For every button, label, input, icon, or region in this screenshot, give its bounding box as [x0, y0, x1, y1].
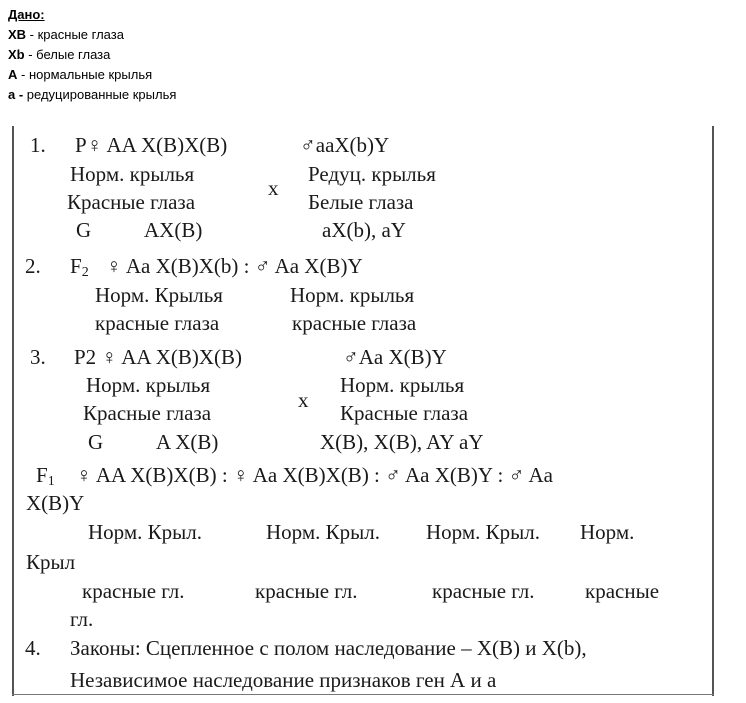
f1-eyes-4: красные	[585, 579, 660, 603]
f1-wings-4: Норм.	[580, 520, 635, 544]
section-2-wings-2: Норм. крылья	[290, 283, 415, 307]
box-right-border	[712, 126, 714, 696]
f1-label	[36, 463, 55, 494]
section-3-male-wings: Норм. крылья	[340, 373, 465, 397]
given-text: редуцированные крылья	[23, 87, 177, 102]
section-3-male-eyes: Красные глаза	[340, 401, 469, 425]
given-key: XB	[8, 27, 27, 42]
section-3-male-genotype: ♂Aa X(B)Y	[343, 345, 447, 369]
given-line	[8, 45, 176, 65]
section-1-female-eyes: Красные глаза	[67, 190, 196, 214]
f1-wings-1: Норм. Крыл.	[88, 520, 202, 544]
f-letter: F	[36, 463, 48, 487]
box-bottom-border	[12, 694, 714, 695]
f1-wings-2: Норм. Крыл.	[266, 520, 380, 544]
section-3-female-wings: Норм. крылья	[86, 373, 211, 397]
section-1-number: 1.	[30, 133, 46, 157]
f1-eyes-1: красные гл.	[82, 579, 185, 603]
given-key: Xb	[8, 47, 25, 62]
f1-formula-continuation: X(B)Y	[26, 491, 85, 515]
box-left-border	[12, 126, 14, 696]
given-line	[8, 65, 176, 85]
section-2-wings-1: Норм. Крылья	[95, 283, 223, 307]
f1-eyes-2: красные гл.	[255, 579, 358, 603]
section-2-number: 2.	[25, 254, 41, 278]
section-1-cross-sign: x	[268, 176, 279, 200]
section-2-formula: ♀ Aa X(B)X(b) : ♂ Aa X(B)Y	[106, 254, 363, 278]
section-2-f-label	[70, 254, 89, 285]
given-line	[8, 25, 176, 45]
section-2-eyes-2: красные глаза	[292, 311, 417, 335]
given-text: - нормальные крылья	[17, 67, 153, 82]
section-3-female-gametes: A X(B)	[156, 430, 219, 454]
section-1-female-wings: Норм. крылья	[70, 162, 195, 186]
section-1-gametes-label: G	[76, 218, 92, 242]
f-subscript: 2	[81, 265, 89, 280]
section-3-female-eyes: Красные глаза	[83, 401, 212, 425]
section-1-male-eyes: Белые глаза	[308, 190, 414, 214]
f1-eyes-4-continuation: гл.	[70, 607, 94, 631]
section-2-eyes-1: красные глаза	[95, 311, 220, 335]
f1-wings-4-continuation: Крыл	[26, 550, 76, 574]
section-4-laws-line-2: Независимое наследование признаков ген А и а	[70, 668, 497, 692]
section-3-female-genotype: P2 ♀ AA X(B)X(B)	[74, 345, 243, 369]
section-4-laws-line-1: Законы: Сцепленное с полом наследование – X(B) и X(b),	[70, 636, 587, 660]
section-1-male-genotype: ♂aaX(b)Y	[300, 133, 390, 157]
section-3-male-gametes: X(B), X(B), AY aY	[320, 430, 484, 454]
section-3-gametes-label: G	[88, 430, 104, 454]
f1-eyes-3: красные гл.	[432, 579, 535, 603]
given-key: a -	[8, 87, 24, 102]
f1-wings-3: Норм. Крыл.	[426, 520, 540, 544]
f1-formula: ♀ AA X(B)X(B) : ♀ Aa X(B)X(B) : ♂ Aa X(B)Y : ♂ Aa	[76, 463, 553, 487]
section-1-male-wings: Редуц. крылья	[308, 162, 436, 186]
section-4-number: 4.	[25, 636, 41, 660]
f-subscript: 1	[47, 474, 55, 489]
f-letter: F	[70, 254, 82, 278]
given-key: A	[8, 67, 18, 82]
section-1-female-genotype: P♀ AA X(B)X(B)	[75, 133, 228, 157]
given-line	[8, 85, 176, 105]
given-block	[8, 5, 176, 105]
given-text: - красные глаза	[26, 27, 124, 42]
section-3-number: 3.	[30, 345, 46, 369]
section-1-female-gametes: AX(B)	[144, 218, 203, 242]
section-3-cross-sign: x	[298, 388, 309, 412]
given-text: - белые глаза	[24, 47, 111, 62]
given-title: Дано:	[8, 7, 45, 22]
section-1-male-gametes: aX(b), aY	[322, 218, 406, 242]
